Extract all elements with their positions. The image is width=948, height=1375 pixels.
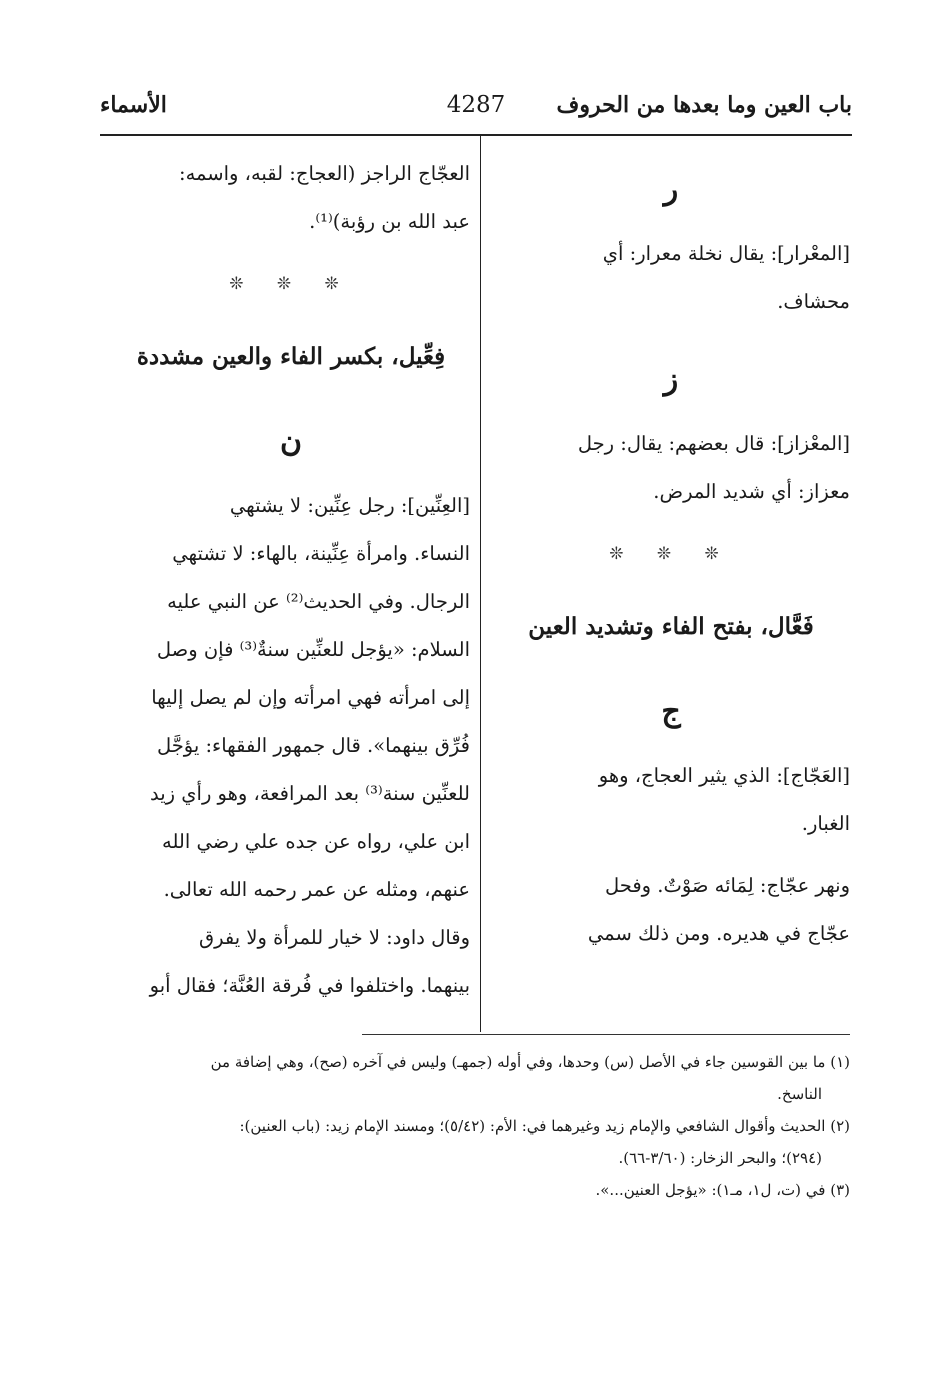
running-head-chapter: باب العين وما بعدها من الحروف [556, 92, 852, 118]
right-column [492, 150, 850, 958]
entry-text: الغبار. [801, 812, 850, 835]
section-title: فِعِّيل، بكسر الفاء والعين مشددة [136, 343, 446, 370]
letter-heading-ra: ر [663, 172, 679, 207]
entry-text: [المعْرار]: يقال نخلة معرار: أي [602, 242, 850, 265]
entry-line: ابن علي، رواه عن جده علي رضي الله [161, 830, 470, 853]
entry-line: للعنِّين سنة⁽³⁾ بعد المرافعة، وهو رأي زيد [149, 782, 470, 805]
running-head-section: الأسماء [100, 92, 167, 118]
entry-text: العجّاج الراجز (العجاج: لقبه، واسمه: [179, 162, 470, 185]
letter-heading-jim: ج [661, 694, 681, 729]
entry-text: عبد الله بن رؤبة)⁽¹⁾. [309, 210, 470, 233]
footnote-1: (١) ما بين القوسين جاء في الأصل (س) وحدها، وفي أوله (جمهـ) وليس في آخره (صح)، وهي إضافة من [210, 1053, 850, 1071]
entry-line: بينهما. واختلفوا في فُرقة العُنَّة؛ فقال أبو [149, 974, 470, 997]
column-divider [480, 136, 481, 1032]
page-number: 4287 [446, 92, 506, 118]
entry-line: فُرِّق بينهما». قال جمهور الفقهاء: يؤجَّل [156, 734, 470, 757]
footnote-2: (٢) الحديث وأقوال الشافعي والإمام زيد وغيرهما في: الأم: (٥/٤٢)؛ ومسند الإمام زيد: (باب العنين): [239, 1117, 850, 1135]
footnote-rule [362, 1034, 850, 1035]
letter-heading-zay: ز [663, 362, 679, 397]
footnotes [108, 1046, 850, 1206]
entry-text: محشاف. [777, 290, 850, 313]
entry-line: وقال داود: لا خيار للمرأة ولا يفرق [198, 926, 470, 949]
entry-text: [العَجّاج]: الذي يثير العجاج، وهو [598, 764, 850, 787]
entry-line: الرجال. وفي الحديث⁽²⁾ عن النبي عليه [167, 590, 470, 613]
entry-line: عنهم، ومثله عن عمر رحمه الله تعالى. [163, 878, 470, 901]
entry-text: عجّاج في هديره. ومن ذلك سمي [587, 922, 850, 945]
entry-text: ونهر عجّاج: لِمَائه صَوْتٌ. وفحل [604, 874, 850, 897]
left-column [112, 150, 470, 1010]
footnote-2-continued: (٢٩٤)؛ والبحر الزخار: (٣/٦٠-٦٦). [618, 1149, 822, 1167]
header-rule [100, 134, 852, 136]
footnote-1-continued: الناسخ. [777, 1085, 822, 1103]
entry-line: إلى امرأته فهي امرأته وإن لم يصل إليها [151, 686, 470, 709]
section-separator-stars: ❊ ❊ ❊ [229, 274, 353, 294]
letter-heading-nun: ن [279, 424, 303, 459]
entry-line: السلام: «يؤجل للعنِّين سنةٌ⁽³⁾ فإن وصل [156, 638, 470, 661]
entry-line: النساء. وامرأة عِنِّينة، بالهاء: لا تشتهي [172, 542, 470, 565]
page-header [100, 92, 852, 132]
entry-text: [المعْزاز]: قال بعضهم: يقال: رجل [577, 432, 850, 455]
section-title: فَعَّال، بفتح الفاء وتشديد العين [528, 613, 814, 640]
section-separator-stars: ❊ ❊ ❊ [609, 544, 733, 564]
entry-line: [العِنِّين]: رجل عِنِّين: لا يشتهي [229, 494, 470, 517]
entry-text: معزاز: أي شديد المرض. [653, 480, 850, 503]
footnote-3: (٣) في (ت، ل١، مـ١): «يؤجل العنين...». [595, 1181, 850, 1199]
